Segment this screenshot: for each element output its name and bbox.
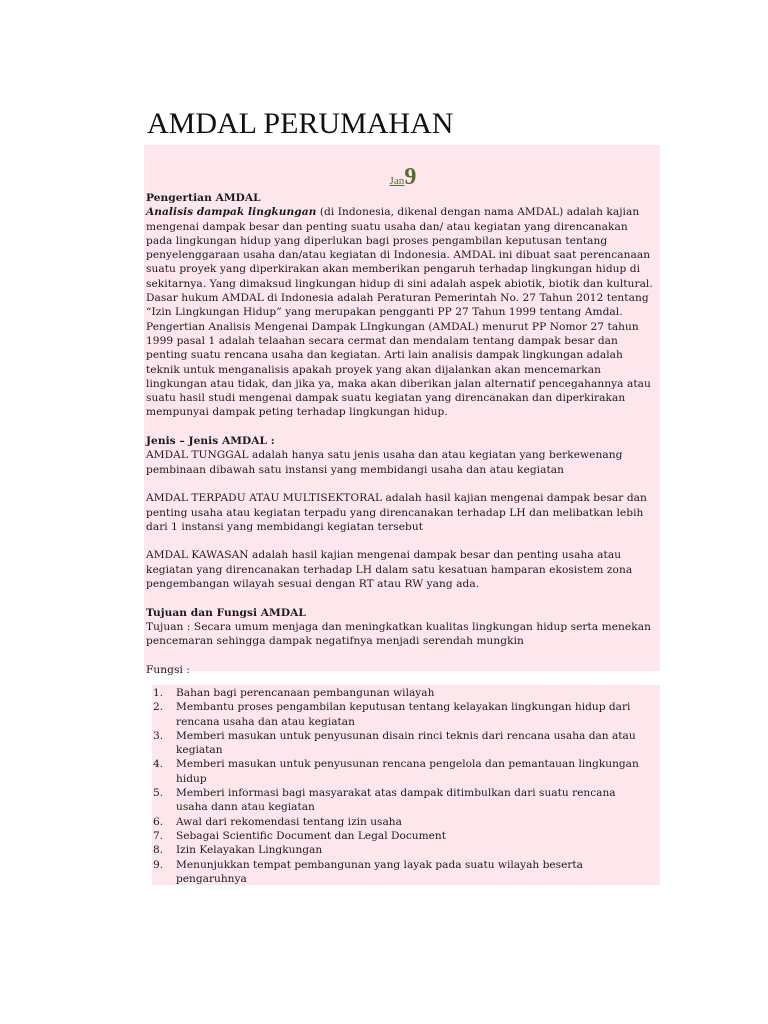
text-line: 1999 pasal 1 adalah telaahan secara cermat dan mendalam tentang dampak besar dan xyxy=(146,334,618,347)
text-line: dari 1 instansi yang membidangi kegiatan tersebut xyxy=(146,520,424,533)
text-line: AMDAL KAWASAN adalah hasil kajian mengenai dampak besar dan penting usaha atau xyxy=(146,549,622,562)
text-line: Tujuan : Secara umum menjaga dan meningkatkan kualitas lingkungan hidup serta menekan xyxy=(146,620,651,633)
text-line: AMDAL TUNGGAL adalah hanya satu jenis usaha dan atau kegiatan yang berkewenang xyxy=(146,449,623,462)
text-line: pengembangan wilayah sesuai dengan RT atau RW yang ada. xyxy=(146,578,480,591)
text-line: Dasar hukum AMDAL di Indonesia adalah Peraturan Pemerintah No. 27 Tahun 2012 tentang xyxy=(146,292,649,305)
text-line: “Izin Lingkungan Hidup” yang merupakan pengganti PP 27 Tahun 1999 tentang Amdal. xyxy=(146,306,623,319)
text-line: pada lingkungan hidup yang diperlukan bagi proses pengambilan keputusan tentang xyxy=(146,234,608,247)
list-item: 9. Menunjukkan tempat pembangunan yang layak pada suatu wilayah beserta pengaruhnya xyxy=(153,858,583,885)
list-item: 1. Bahan bagi perencanaan pembangunan wilayah xyxy=(153,687,435,699)
text-line: sekitarnya. Yang dimaksud lingkungan hidup di sini adalah aspek abiotik, biotik dan kultural. xyxy=(146,277,653,290)
text-line: teknik untuk menganalisis apakah proyek yang akan dijalankan akan mencemarkan xyxy=(146,363,601,376)
section-heading-tujuan: Tujuan dan Fungsi AMDAL xyxy=(146,606,306,619)
section-heading-jenis: Jenis – Jenis AMDAL : xyxy=(146,435,275,448)
list-item: 3. Memberi masukan untuk penyusunan disain rinci teknis dari rencana usaha dan atau kegiatan xyxy=(153,729,636,757)
text-line: mengenai dampak besar dan penting suatu usaha dan/ atau kegiatan yang direncanakan xyxy=(146,220,628,233)
post-date[interactable] xyxy=(146,164,660,191)
text-line: suatu proyek yang diperkirakan akan memberikan pengaruh terhadap lingkungan hidup di xyxy=(146,263,641,276)
date-month: Jan xyxy=(389,175,405,187)
intro-first-line xyxy=(146,205,660,219)
date-day: 9 xyxy=(404,164,417,190)
text-line: penting usaha atau kegiatan terpadu yang direncanakan terhadap LH dan melibatkan lebih xyxy=(146,506,644,519)
text-line: Pengertian Analisis Mengenai Dampak LIngkungan (AMDAL) menurut PP Nomor 27 tahun xyxy=(146,320,639,333)
list-item: 7. Sebagai Scientific Document dan Legal Document xyxy=(153,829,447,842)
list-item: 5. Memberi informasi bagi masyarakat atas dampak ditimbulkan dari suatu rencana usaha dann atau kegiatan xyxy=(153,787,616,814)
text-line: penting suatu rencana usaha dan kegiatan. Arti lain analisis dampak lingkungan adalah xyxy=(146,349,623,362)
text-line: pencemaran sehingga dampak negatifnya menjadi serendah mungkin xyxy=(146,635,524,648)
text-line: kegiatan yang direncanakan terhadap LH dalam satu kesatuan hamparan ekosistem zona xyxy=(146,563,633,576)
section-heading-pengertian: Pengertian AMDAL xyxy=(146,192,261,204)
fungsi-label: Fungsi : xyxy=(146,663,190,676)
article-body xyxy=(144,145,660,676)
fungsi-list-box xyxy=(152,685,660,885)
intro-italic-term: Analisis dampak lingkungan xyxy=(146,206,317,219)
intro-paragraph xyxy=(146,220,660,420)
text-line: suatu hasil studi mengenai dampak suatu kegiatan yang direncanakan dan diperkirakan xyxy=(146,392,626,405)
intro-first-rest: (di Indonesia, dikenal dengan nama AMDAL) adalah kajian xyxy=(316,206,640,219)
text-line: lingkungan atau tidak, dan jika ya, maka akan diberikan jalan alternatif pencegahannya atau xyxy=(146,377,651,390)
list-item: 4. Memberi masukan untuk penyusunan rencana pengelola dan pemantauan lingkungan hidup xyxy=(153,758,639,785)
text-line: mempunyai dampak peting terhadap lingkungan hidup. xyxy=(146,406,448,419)
text-line: AMDAL TERPADU ATAU MULTISEKTORAL adalah hasil kajian mengenai dampak besar dan xyxy=(146,492,647,505)
date-link[interactable] xyxy=(389,164,417,190)
text-line: penyelenggaraan usaha dan/atau kegiatan di Indonesia. AMDAL ini dibuat saat perencanaan xyxy=(146,249,651,262)
list-item: 6. Awal dari rekomendasi tentang izin usaha xyxy=(153,815,402,828)
fungsi-list xyxy=(152,686,660,886)
text-line: pembinaan dibawah satu instansi yang membidangi usaha dan atau kegiatan xyxy=(146,463,565,476)
page-title: AMDAL PERUMAHAN xyxy=(147,107,454,140)
list-item: 2. Membantu proses pengambilan keputusan tentang kelayakan lingkungan hidup dari rencana usaha dan atau kegiatan xyxy=(153,701,631,728)
list-item: 8. Izin Kelayakan Lingkungan xyxy=(153,844,323,857)
